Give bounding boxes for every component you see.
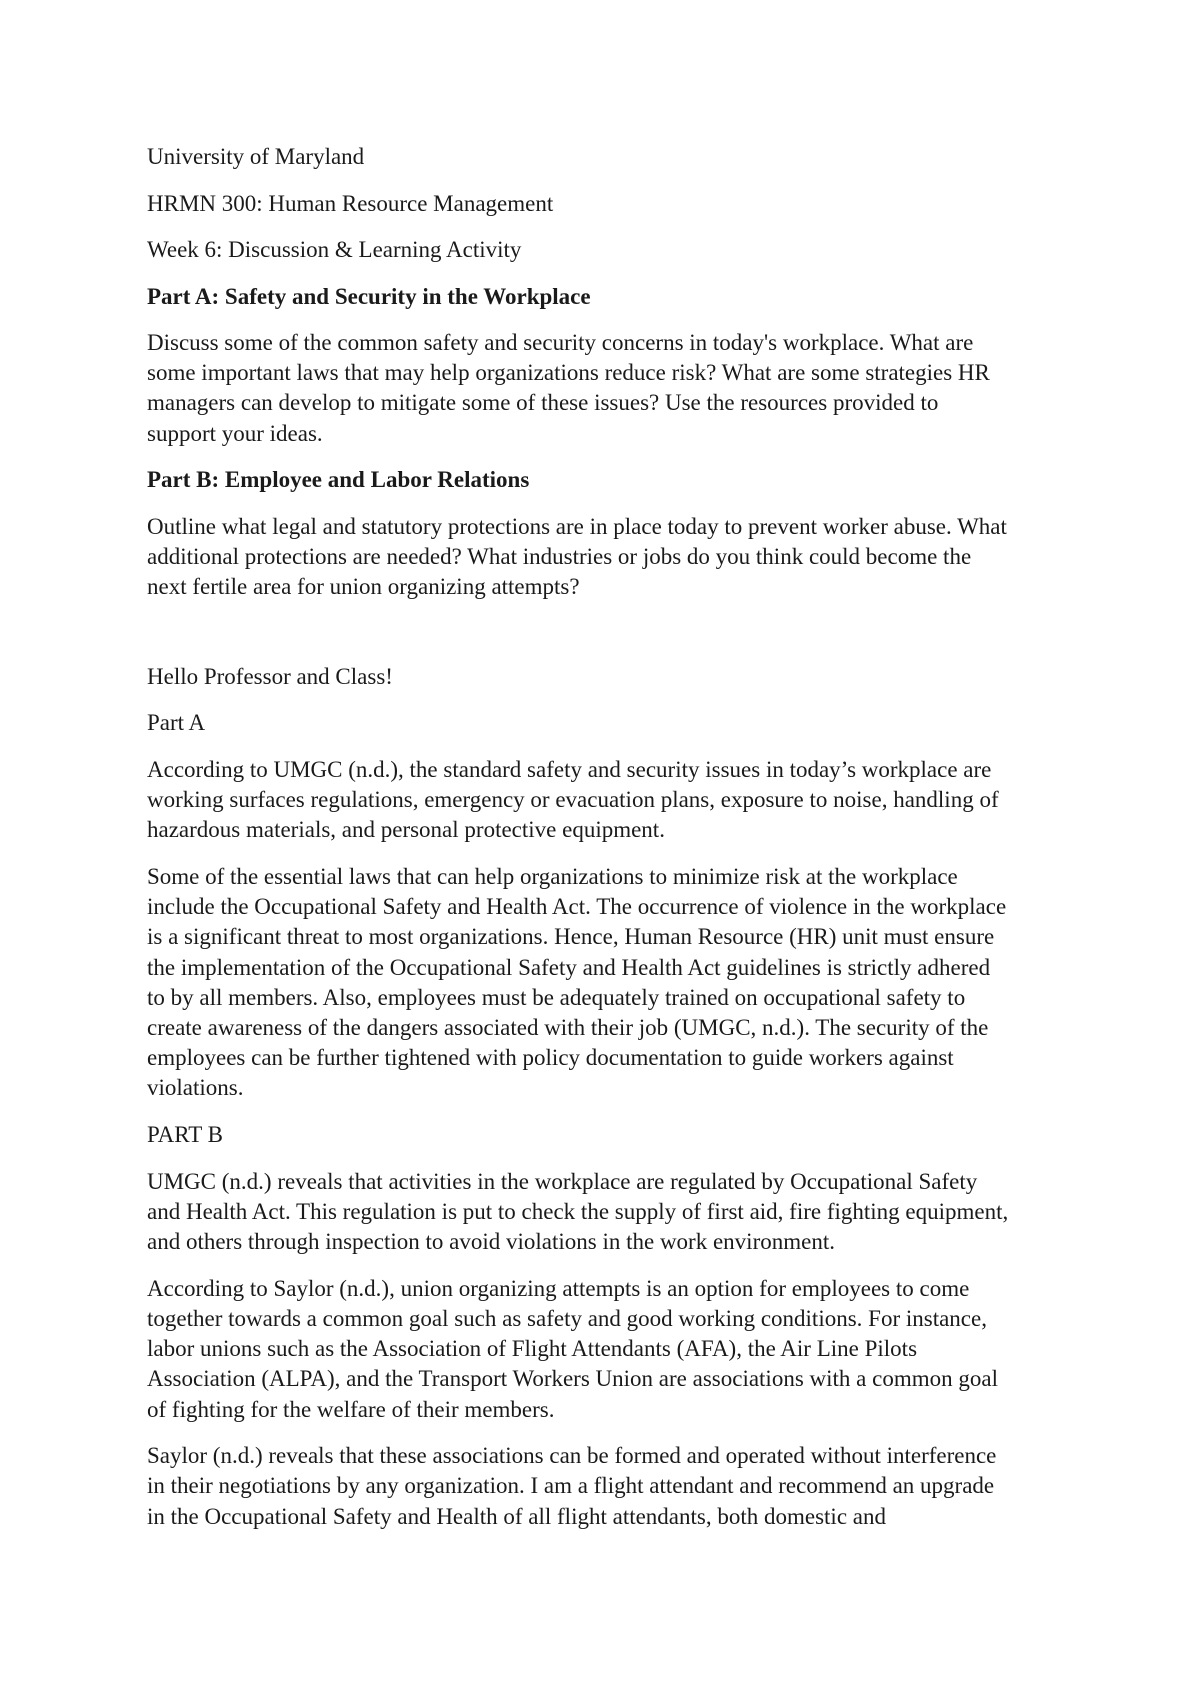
text-line: According to UMGC (n.d.), the standard safety and security issues in today’s workplace are	[147, 756, 992, 782]
text-line: and Health Act. This regulation is put to check the supply of first aid, fire fighting equipment,	[147, 1198, 1009, 1224]
week-line: Week 6: Discussion & Learning Activity	[147, 237, 522, 262]
part-b-paragraph-1	[147, 1167, 1077, 1258]
text-line: Association (ALPA), and the Transport Workers Union are associations with a common goal	[147, 1366, 998, 1392]
part-b-label: PART B	[147, 1122, 223, 1148]
text-line: managers can develop to mitigate some of these issues? Use the resources provided to	[147, 390, 939, 416]
part-b-heading: Part B: Employee and Labor Relations	[147, 467, 530, 493]
institution-line: University of Maryland	[147, 144, 365, 169]
text-line: include the Occupational Safety and Health Act. The occurrence of violence in the workplace	[147, 894, 1007, 920]
greeting: Hello Professor and Class!	[147, 663, 393, 689]
text-line: According to Saylor (n.d.), union organizing attempts is an option for employees to come	[147, 1275, 970, 1301]
text-line: in their negotiations by any organization. I am a flight attendant and recommend an upgrade	[147, 1473, 995, 1499]
text-line: is a significant threat to most organizations. Hence, Human Resource (HR) unit must ensure	[147, 924, 995, 950]
spacer	[147, 619, 1077, 662]
text-line: of fighting for the welfare of their members.	[147, 1396, 555, 1422]
text-line: next fertile area for union organizing attempts?	[147, 574, 580, 600]
text-line: violations.	[147, 1075, 244, 1101]
part-a-heading: Part A: Safety and Security in the Workplace	[147, 283, 591, 309]
text-line: Discuss some of the common safety and security concerns in today's workplace. What are	[147, 330, 974, 355]
part-b-paragraph-3	[147, 1441, 1077, 1532]
part-b-prompt	[147, 512, 1077, 603]
document-page	[147, 142, 1077, 1548]
text-line: UMGC (n.d.) reveals that activities in the workplace are regulated by Occupational Safety	[147, 1168, 978, 1194]
text-line: labor unions such as the Association of Flight Attendants (AFA), the Air Line Pilots	[147, 1336, 918, 1362]
text-line: to by all members. Also, employees must be adequately trained on occupational safety to	[147, 984, 966, 1010]
text-line: some important laws that may help organizations reduce risk? What are some strategies HR	[147, 360, 990, 386]
text-line: employees can be further tightened with policy documentation to guide workers against	[147, 1045, 954, 1071]
text-line: hazardous materials, and personal protective equipment.	[147, 817, 665, 843]
part-a-paragraph-2	[147, 862, 1077, 1104]
course-line: HRMN 300: Human Resource Management	[147, 190, 554, 216]
text-line: the implementation of the Occupational Safety and Health Act guidelines is strictly adhered	[147, 954, 991, 980]
text-line: and others through inspection to avoid violations in the work environment.	[147, 1229, 835, 1255]
text-line: working surfaces regulations, emergency or evacuation plans, exposure to noise, handling of	[147, 787, 999, 813]
part-a-label: Part A	[147, 710, 206, 736]
text-line: together towards a common goal such as safety and good working conditions. For instance,	[147, 1305, 987, 1331]
text-line: Outline what legal and statutory protections are in place today to prevent worker abuse. What	[147, 513, 1007, 539]
part-b-paragraph-2	[147, 1274, 1077, 1425]
part-a-paragraph-1	[147, 755, 1077, 846]
text-line: in the Occupational Safety and Health of all flight attendants, both domestic and	[147, 1503, 886, 1529]
text-line: create awareness of the dangers associated with their job (UMGC, n.d.). The security of the	[147, 1015, 989, 1041]
text-line: support your ideas.	[147, 420, 323, 446]
text-line: Some of the essential laws that can help organizations to minimize risk at the workplace	[147, 864, 958, 890]
part-a-prompt	[147, 328, 1077, 449]
text-line: Saylor (n.d.) reveals that these associations can be formed and operated without interference	[147, 1443, 997, 1469]
text-line: additional protections are needed? What industries or jobs do you think could become the	[147, 544, 972, 570]
